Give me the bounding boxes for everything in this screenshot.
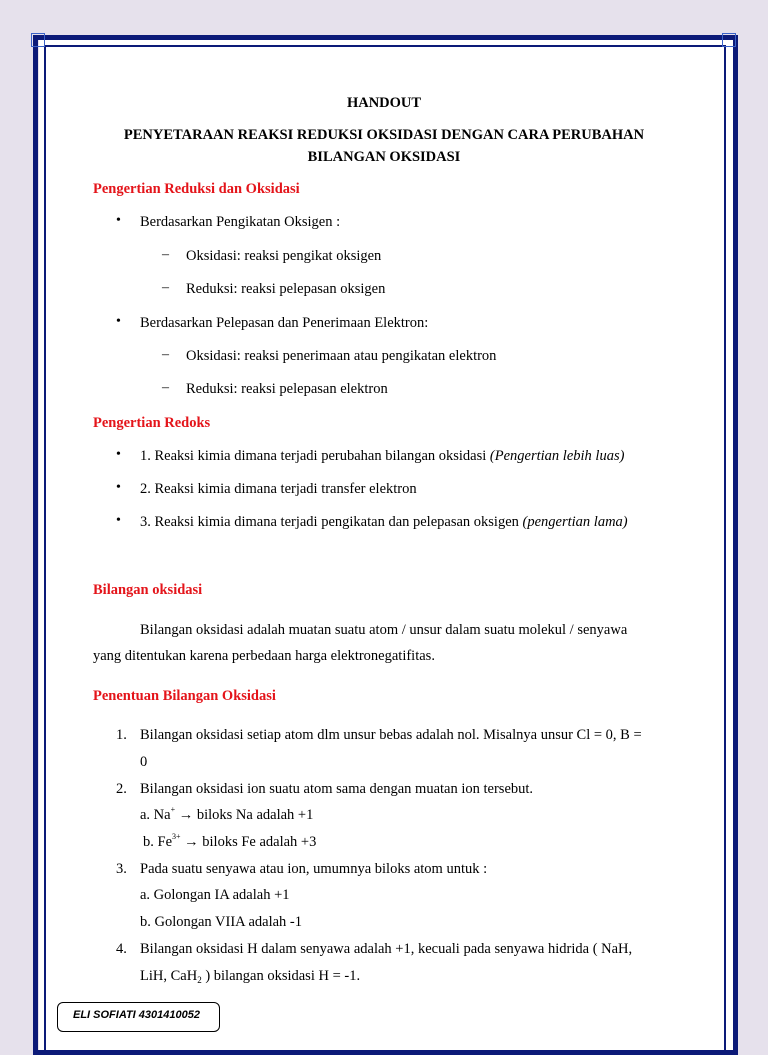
example-rest: → biloks Fe adalah +3 xyxy=(180,834,317,850)
rule-text: Bilangan oksidasi setiap atom dlm unsur bebas adalah nol. Misalnya unsur Cl = 0, B = xyxy=(140,727,642,743)
list-item: Berdasarkan Pengikatan Oksigen : xyxy=(140,214,341,230)
rule-text xyxy=(140,967,360,985)
ion-charge: 3+ xyxy=(172,832,181,841)
footer-author: ELI SOFIATI 4301410052 xyxy=(73,1009,200,1021)
document-subtitle-line2: BILANGAN OKSIDASI xyxy=(307,149,461,165)
corner-ornament-top-left xyxy=(31,33,45,47)
list-number: 4. xyxy=(116,941,127,957)
rule-example: a. Golongan IA adalah +1 xyxy=(140,887,290,903)
rule-example: b. Golongan VIIA adalah -1 xyxy=(140,914,303,930)
list-item: 2. Reaksi kimia dimana terjadi transfer elektron xyxy=(140,481,417,497)
bullet-icon: • xyxy=(116,513,121,528)
list-item xyxy=(140,447,624,465)
corner-ornament-top-right xyxy=(722,33,736,47)
bullet-icon: • xyxy=(116,314,121,329)
rule-example xyxy=(140,806,313,824)
rule-text-part: ) bilangan oksidasi H = -1. xyxy=(201,968,361,984)
section-heading-bilangan-oksidasi: Bilangan oksidasi xyxy=(93,582,203,598)
document-title: HANDOUT xyxy=(346,95,422,111)
ion-charge: + xyxy=(170,805,176,814)
list-subitem: Reduksi: reaksi pelepasan oksigen xyxy=(186,281,386,297)
paragraph-line: Bilangan oksidasi adalah muatan suatu atom / unsur dalam suatu molekul / senyawa xyxy=(140,622,628,638)
list-number: 3. xyxy=(116,861,127,877)
list-item-text: 3. Reaksi kimia dimana terjadi pengikatan dan pelepasan oksigen xyxy=(140,514,523,530)
list-item xyxy=(140,513,628,531)
list-item-note: (pengertian lama) xyxy=(522,514,628,530)
example-rest: → biloks Na adalah +1 xyxy=(175,807,314,823)
document-subtitle-line1: PENYETARAAN REAKSI REDUKSI OKSIDASI DENGAN CARA PERUBAHAN xyxy=(123,127,645,143)
subscript: 2 xyxy=(197,975,202,985)
dash-icon: – xyxy=(162,347,169,362)
list-number: 1. xyxy=(116,727,127,743)
list-item-note: (Pengertian lebih luas) xyxy=(489,448,625,464)
list-item: Berdasarkan Pelepasan dan Penerimaan Elektron: xyxy=(140,315,429,331)
rule-text: 0 xyxy=(140,754,148,770)
rule-example xyxy=(143,833,316,851)
list-subitem: Oksidasi: reaksi penerimaan atau pengikatan elektron xyxy=(186,348,497,364)
list-number: 2. xyxy=(116,781,127,797)
bullet-icon: • xyxy=(116,213,121,228)
bullet-icon: • xyxy=(116,480,121,495)
example-prefix: b. Fe xyxy=(143,834,172,850)
rule-text: Bilangan oksidasi ion suatu atom sama dengan muatan ion tersebut. xyxy=(140,781,534,797)
bullet-icon: • xyxy=(116,447,121,462)
rule-text-part: LiH, CaH xyxy=(140,968,198,984)
section-heading-reduksi-oksidasi: Pengertian Reduksi dan Oksidasi xyxy=(93,181,300,197)
dash-icon: – xyxy=(162,280,169,295)
example-prefix: a. Na xyxy=(140,807,171,823)
section-heading-penentuan: Penentuan Bilangan Oksidasi xyxy=(93,688,276,704)
dash-icon: – xyxy=(162,247,169,262)
list-subitem: Oksidasi: reaksi pengikat oksigen xyxy=(186,248,382,264)
rule-text: Bilangan oksidasi H dalam senyawa adalah +1, kecuali pada senyawa hidrida ( NaH, xyxy=(140,941,633,957)
rule-text: Pada suatu senyawa atau ion, umumnya biloks atom untuk : xyxy=(140,861,488,877)
paragraph-line: yang ditentukan karena perbedaan harga elektronegatifitas. xyxy=(93,648,435,664)
list-subitem: Reduksi: reaksi pelepasan elektron xyxy=(186,381,388,397)
section-heading-redoks: Pengertian Redoks xyxy=(93,415,211,431)
dash-icon: – xyxy=(162,380,169,395)
list-item-text: 1. Reaksi kimia dimana terjadi perubahan bilangan oksidasi xyxy=(140,448,490,464)
